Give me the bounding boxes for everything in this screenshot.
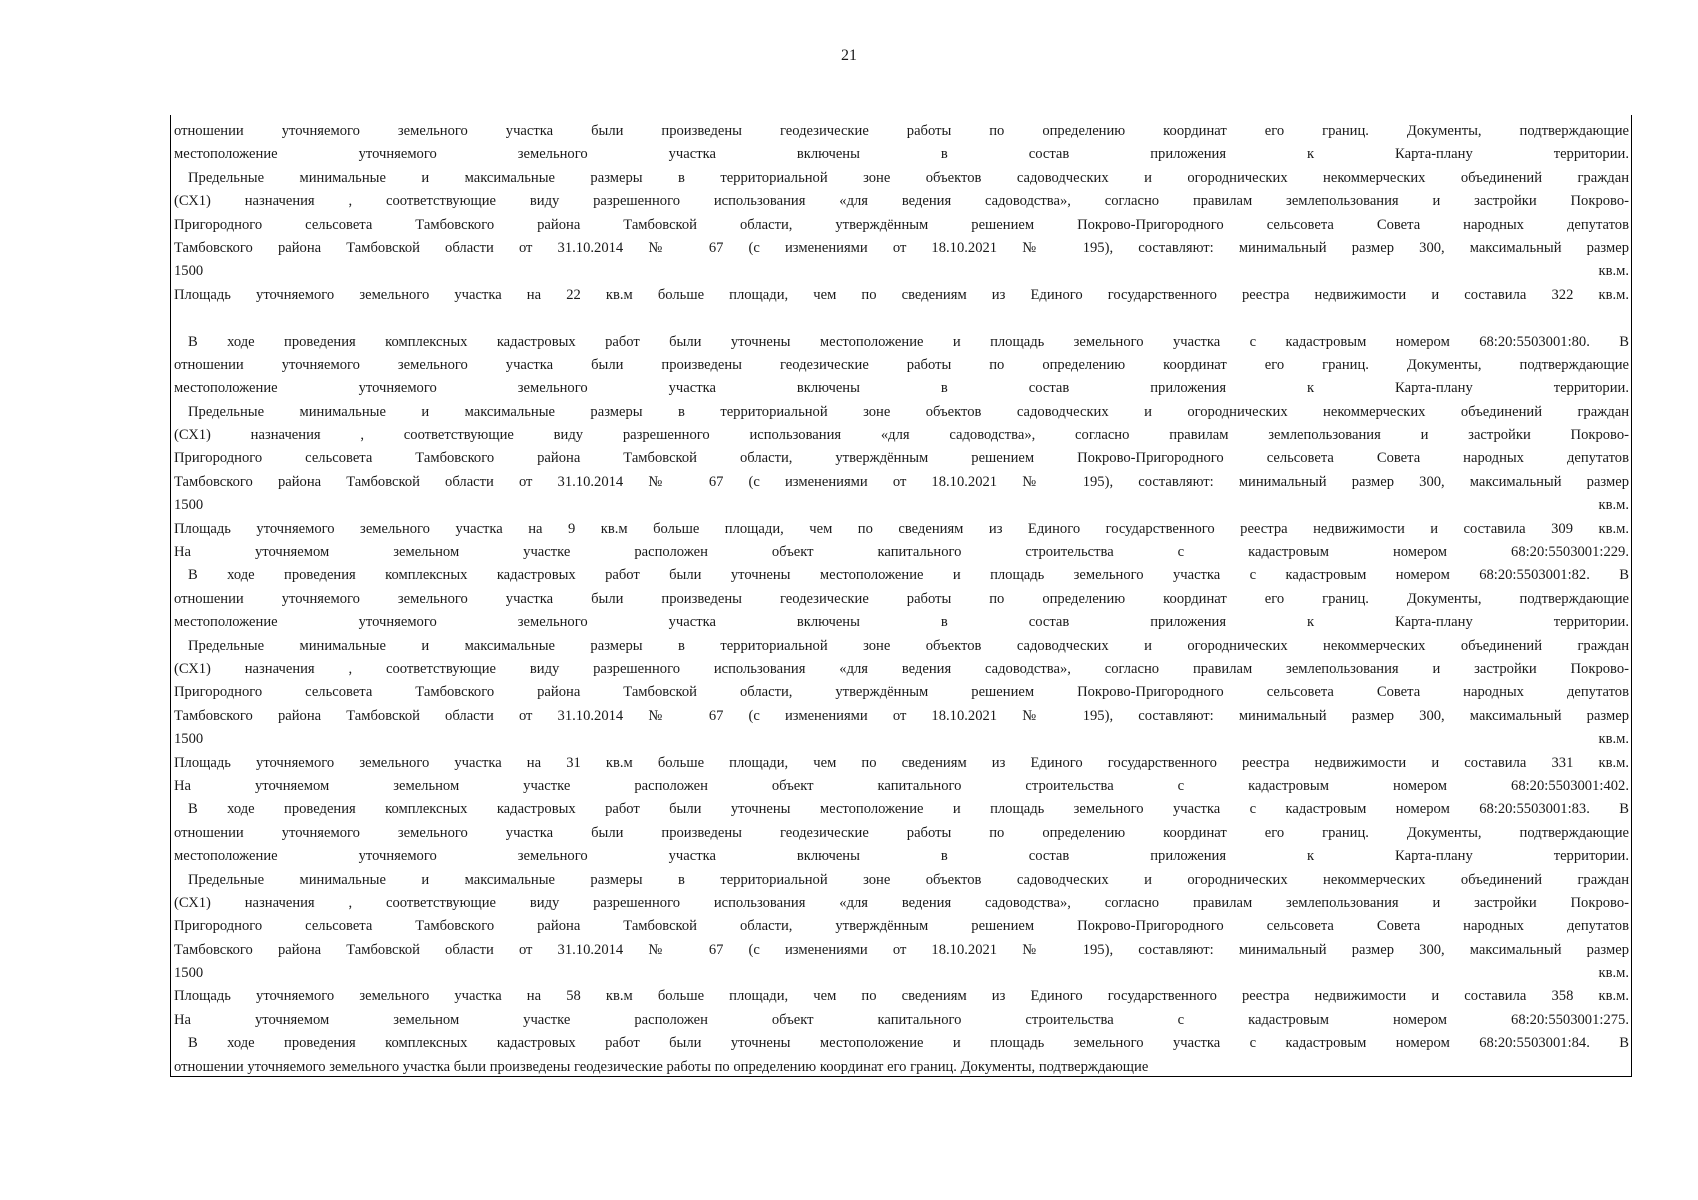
text-line: Пригородного сельсовета Тамбовского района Тамбовской области, утверждённым решением Покрово-Пригородного сельсовета Совета народных депутатов (174, 450, 1629, 467)
document-text-frame (170, 115, 1632, 1077)
text-line: отношении уточняемого земельного участка были произведены геодезические работы по определению координат его границ. Документы, подтверждающие (174, 1058, 1149, 1075)
text-line: Тамбовского района Тамбовской области от 31.10.2014 № 67 (с изменениями от 18.10.2021 № 195), составляют: минимальный размер 300, максимальный размер (174, 941, 1629, 958)
text-line: Пригородного сельсовета Тамбовского района Тамбовской области, утверждённым решением Покрово-Пригородного сельсовета Совета народных депутатов (174, 918, 1629, 935)
text-line: В ходе проведения комплексных кадастровых работ были уточнены местоположение и площадь земельного участка с кадастровым номером 68:20:5503001:80. В (188, 333, 1629, 350)
text-line: В ходе проведения комплексных кадастровых работ были уточнены местоположение и площадь земельного участка с кадастровым номером 68:20:5503001:84. В (188, 1035, 1629, 1052)
text-line: Предельные минимальные и максимальные размеры в территориальной зоне объектов садоводческих и огороднических некоммерческих объединений граждан (188, 871, 1629, 888)
text-line: На уточняемом земельном участке расположен объект капитального строительства с кадастровым номером 68:20:5503001:402. (174, 777, 1629, 794)
text-line: Тамбовского района Тамбовской области от 31.10.2014 № 67 (с изменениями от 18.10.2021 № 195), составляют: минимальный размер 300, максимальный размер (174, 707, 1629, 724)
text-line: местоположение уточняемого земельного участка включены в состав приложения к Карта-плану территории. (174, 614, 1629, 631)
text-line: (СХ1) назначения , соответствующие виду разрешенного использования «для ведения садоводства», согласно правилам землепользования и застройки Покрово- (174, 193, 1629, 210)
text-line: Пригородного сельсовета Тамбовского района Тамбовской области, утверждённым решением Покрово-Пригородного сельсовета Совета народных депутатов (174, 684, 1629, 701)
text-line: Пригородного сельсовета Тамбовского района Тамбовской области, утверждённым решением Покрово-Пригородного сельсовета Совета народных депутатов (174, 216, 1629, 233)
text-line: В ходе проведения комплексных кадастровых работ были уточнены местоположение и площадь земельного участка с кадастровым номером 68:20:5503001:82. В (188, 567, 1629, 584)
text-line: местоположение уточняемого земельного участка включены в состав приложения к Карта-плану территории. (174, 848, 1629, 865)
text-line: Площадь уточняемого земельного участка на 58 кв.м больше площади, чем по сведениям из Единого государственного реестра недвижимости и составила 358 кв.м. (174, 988, 1629, 1005)
blank-line (174, 307, 1629, 330)
text-line: отношении уточняемого земельного участка были произведены геодезические работы по определению координат его границ. Документы, подтверждающие (174, 590, 1629, 607)
text-line: 1500 кв.м. (174, 965, 1629, 982)
text-line: На уточняемом земельном участке расположен объект капитального строительства с кадастровым номером 68:20:5503001:229. (174, 544, 1629, 561)
text-line: Предельные минимальные и максимальные размеры в территориальной зоне объектов садоводческих и огороднических некоммерческих объединений граждан (188, 403, 1629, 420)
text-line: (СХ1) назначения , соответствующие виду разрешенного использования «для ведения садоводства», согласно правилам землепользования и застройки Покрово- (174, 660, 1629, 677)
text-line: Предельные минимальные и максимальные размеры в территориальной зоне объектов садоводческих и огороднических некоммерческих объединений граждан (188, 169, 1629, 186)
text-line: Площадь уточняемого земельного участка на 22 кв.м больше площади, чем по сведениям из Единого государственного реестра недвижимости и составила 322 кв.м. (174, 286, 1629, 303)
text-line: 1500 кв.м. (174, 497, 1629, 514)
text-line: Тамбовского района Тамбовской области от 31.10.2014 № 67 (с изменениями от 18.10.2021 № 195), составляют: минимальный размер 300, максимальный размер (174, 473, 1629, 490)
text-line: Тамбовского района Тамбовской области от 31.10.2014 № 67 (с изменениями от 18.10.2021 № 195), составляют: минимальный размер 300, максимальный размер (174, 239, 1629, 256)
text-line: В ходе проведения комплексных кадастровых работ были уточнены местоположение и площадь земельного участка с кадастровым номером 68:20:5503001:83. В (188, 801, 1629, 818)
text-line: отношении уточняемого земельного участка были произведены геодезические работы по определению координат его границ. Документы, подтверждающие (174, 356, 1629, 373)
text-line: Площадь уточняемого земельного участка на 9 кв.м больше площади, чем по сведениям из Единого государственного реестра недвижимости и составила 309 кв.м. (174, 520, 1629, 537)
text-line: Площадь уточняемого земельного участка на 31 кв.м больше площади, чем по сведениям из Единого государственного реестра недвижимости и составила 331 кв.м. (174, 754, 1629, 771)
page-number: 21 (841, 47, 857, 64)
text-line: 1500 кв.м. (174, 731, 1629, 748)
text-line: местоположение уточняемого земельного участка включены в состав приложения к Карта-плану территории. (174, 146, 1629, 163)
text-line: 1500 кв.м. (174, 263, 1629, 280)
text-line: Предельные минимальные и максимальные размеры в территориальной зоне объектов садоводческих и огороднических некоммерческих объединений граждан (188, 637, 1629, 654)
text-line: отношении уточняемого земельного участка были произведены геодезические работы по определению координат его границ. Документы, подтверждающие (174, 824, 1629, 841)
text-line: местоположение уточняемого земельного участка включены в состав приложения к Карта-плану территории. (174, 380, 1629, 397)
text-line: (СХ1) назначения , соответствующие виду разрешенного использования «для ведения садоводства», согласно правилам землепользования и застройки Покрово- (174, 894, 1629, 911)
text-line: (СХ1) назначения , соответствующие виду разрешенного использования «для садоводства», согласно правилам землепользования и застройки Покрово- (174, 427, 1629, 444)
text-line: На уточняемом земельном участке расположен объект капитального строительства с кадастровым номером 68:20:5503001:275. (174, 1011, 1629, 1028)
text-line: отношении уточняемого земельного участка были произведены геодезические работы по определению координат его границ. Документы, подтверждающие (174, 123, 1629, 139)
